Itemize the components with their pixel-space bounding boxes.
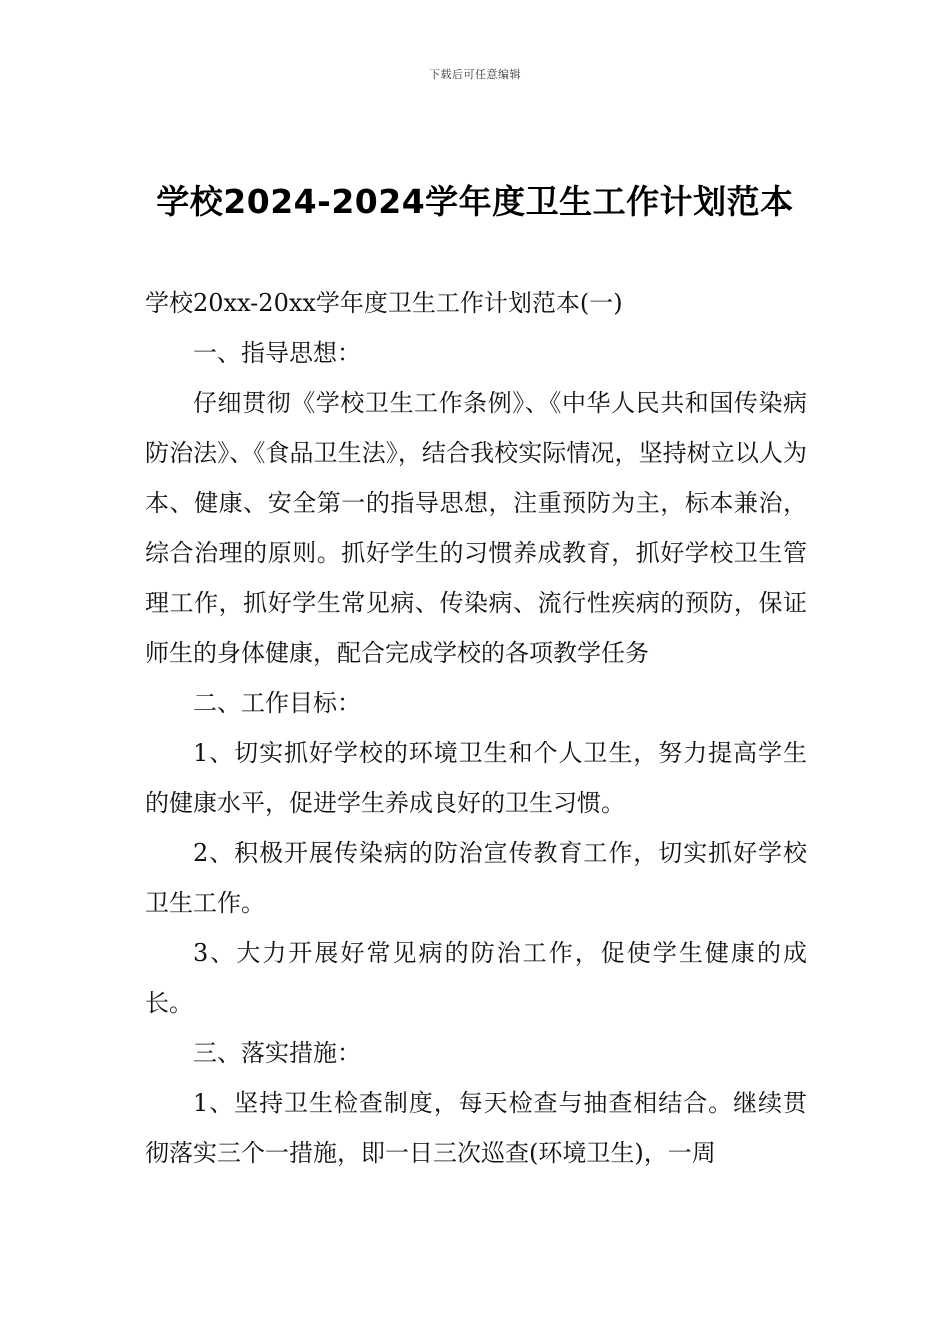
paragraph-goal-1: 1、切实抓好学校的环境卫生和个人卫生，努力提高学生的健康水平，促进学生养成良好的卫生习惯。 [145,739,807,817]
paragraph-guiding-ideology: 仔细贯彻《学校卫生工作条例》、《中华人民共和国传染病防治法》、《食品卫生法》，结合我校实际情况，坚持树立以人为本、健康、安全第一的指导思想，注重预防为主，标本兼治，综合治理的原则。抓好学生的习惯养成教育，抓好学校卫生管理工作，抓好学生常见病、传染病、流行性疾病的预防，保证师生的身体健康，配合完成学校的各项教学任务 [145,389,807,667]
heading-measures: 三、落实措施： [193,1039,361,1067]
paragraph-measure-1: 1、坚持卫生检查制度，每天检查与抽查相结合。继续贯彻落实三个一措施，即一日三次巡查(环境卫生)，一周 [145,1089,807,1167]
heading-guiding-ideology: 一、指导思想： [193,339,361,367]
header-note: 下载后可任意编辑 [429,68,521,81]
heading-work-goals: 二、工作目标： [193,689,361,717]
document-title: 学校2024-2024学年度卫生工作计划范本 [156,182,794,221]
paragraph-goal-3: 3、大力开展好常见病的防治工作，促使学生健康的成长。 [145,939,807,1017]
section-subtitle: 学校20xx-20xx学年度卫生工作计划范本(一) [145,289,623,317]
document-body [145,278,807,1178]
paragraph-goal-2: 2、积极开展传染病的防治宣传教育工作，切实抓好学校卫生工作。 [145,839,807,917]
